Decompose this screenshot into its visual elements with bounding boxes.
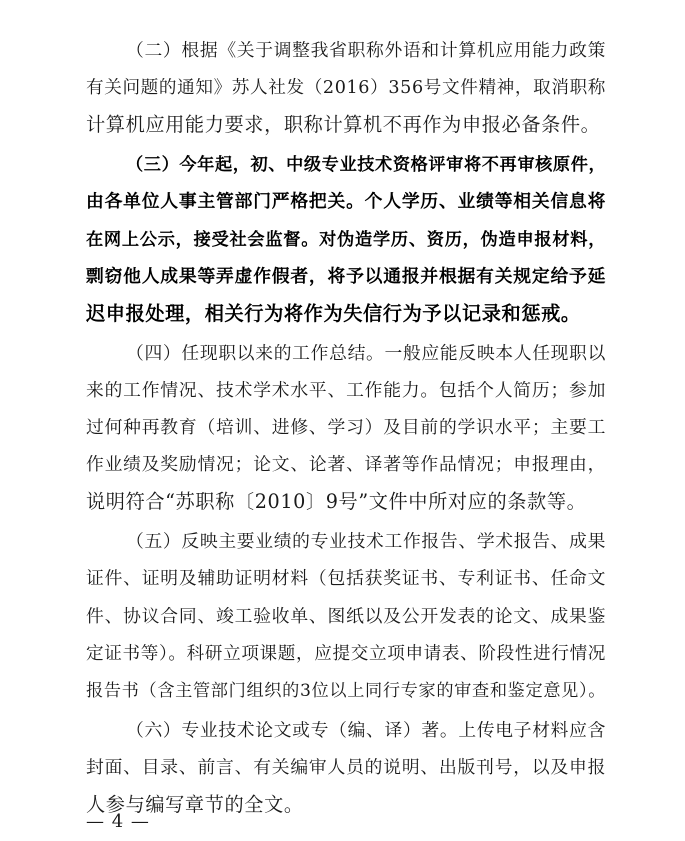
text-line: 过何种再教育（培训、进修、学习）及目前的学识水平；主要工 [86,417,606,438]
text-line: 迟申报处理，相关行为将作为失信行为予以记录和惩戒。 [86,302,581,325]
text-line: 人参与编写章节的全文。 [86,793,304,816]
text-line: 来的工作情况、技术学术水平、工作能力。包括个人简历；参加 [86,380,606,401]
text-line: （五）反映主要业绩的专业技术工作报告、学术报告、成果 [126,531,606,552]
text-line: 剽窃他人成果等弄虚作假者，将予以通报并根据有关规定给予延 [86,266,606,287]
text-line: 封面、目录、前言、有关编审人员的说明、出版刊号，以及申报 [86,757,606,778]
text-line: 证件、证明及辅助证明材料（包括获奖证书、专利证书、任命文 [86,568,606,589]
text-line: 报告书（含主管部门组织的3位以上同行专家的审查和鉴定意见）。 [86,681,606,701]
page-number: — 4 — [86,811,150,832]
text-line: 在网上公示，接受社会监督。对伪造学历、资历，伪造申报材料， [86,230,606,250]
text-line: （三）今年起，初、中级专业技术资格评审将不再审核原件， [126,155,607,175]
text-line: 件、协议合同、竣工验收单、图纸以及公开发表的论文、成果鉴 [86,606,606,627]
text-line: 有关问题的通知》苏人社发（2016）356号文件精神，取消职称 [86,78,606,98]
text-line: 定证书等）。科研立项课题，应提交立项申请表、阶段性进行情况 [86,644,606,664]
text-line: （四）任现职以来的工作总结。一般应能反映本人任现职以 [126,343,606,364]
text-line: 说明符合“苏职称〔2010〕9号”文件中所对应的条款等。 [86,490,587,513]
text-line: 由各单位人事主管部门严格把关。个人学历、业绩等相关信息将 [86,191,606,212]
text-line: 作业绩及奖励情况；论文、论著、译著等作品情况；申报理由， [86,454,606,475]
text-line: （六）专业技术论文或专（编、译）著。上传电子材料应含 [126,720,606,741]
text-line: （二）根据《关于调整我省职称外语和计算机应用能力政策 [126,40,606,61]
text-line: 计算机应用能力要求，职称计算机不再作为申报必备条件。 [86,113,601,136]
